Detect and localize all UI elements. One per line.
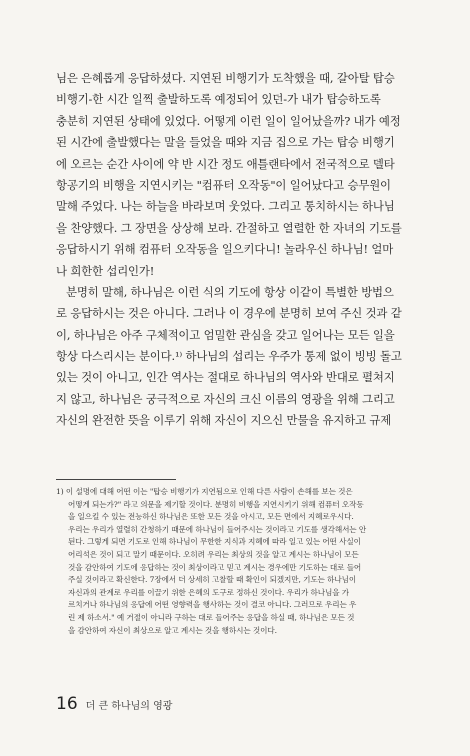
footnote-line: 우리는 우리가 열렬히 간청하기 때문에 하나님이 들어주시는 것이라고 기도를 생각해서는 안: [68, 524, 367, 534]
body-line: 항상 다스리시는 분이다.¹⁾ 하나님의 섭리는 우주가 통제 없이 빙빙 돌고: [56, 349, 402, 364]
footnote-line: 자신과의 관계로 우리를 이끌기 위한 은혜의 도구로 정하신 것이다. 우리가 하나님을 가: [68, 587, 350, 597]
body-line: 자신의 완전한 뜻을 이루기 위해 자신이 지으신 만물을 유지하고 규제: [56, 413, 392, 428]
body-line: 있는 것이 아니고, 인간 역사는 절대로 하나님의 역사와 반대로 펼쳐지: [56, 370, 395, 385]
footnote-line: 을 일으킬 수 있는 전능하신 하나님은 또한 모든 것을 아시고, 모든 면에서 지혜로우시다.: [68, 512, 354, 522]
body-line: 을 찬양했다. 그 장면을 상상해 보라. 간절하고 열렬한 한 자녀의 기도를: [56, 220, 402, 235]
body-line: 로 응답하시는 것은 아니다. 그러나 이 경우에 분명히 보여 주신 것과 같: [56, 306, 402, 321]
page-number: 16: [56, 694, 78, 714]
footnote-line: 린 제 하소서." 예 거절이 아니라 구하는 대로 들어주는 응답을 하실 때, 하나님은 모든 것: [68, 612, 355, 622]
body-line: 분명히 말해, 하나님은 이런 식의 기도에 항상 이같이 특별한 방법으: [66, 284, 394, 299]
body-line: 응답하시기 위해 컴퓨터 오작동을 일으키다니! 놀라우신 하나님! 얼마: [56, 242, 394, 257]
footnote-line: 주실 것이라고 확신한다. 7장에서 더 상세히 고찰할 때 확인이 되겠지만, 기도는 하나님이: [68, 575, 357, 585]
footnote-line: 1) 이 설명에 대해 어떤 이는 "탑승 비행기가 지연됨으로 인해 다른 사람이 손해를 보는 것은: [56, 487, 353, 496]
body-line: 님은 은혜롭게 응답하셨다. 지연된 비행기가 도착했을 때, 갈아탈 탑승: [56, 71, 395, 85]
body-line: 이, 하나님은 아주 구체적이고 엄밀한 관심을 갖고 일어나는 모든 일을: [56, 327, 395, 342]
footnote-line: 것을 감안하여 기도에 응답하는 것이 최상이라고 믿고 계시는 경우에만 기도하는 대로 들어: [68, 562, 362, 572]
body-line: 된 시간에 출발했다는 말을 들었을 때와 지금 집으로 가는 탑승 비행기: [56, 135, 395, 150]
body-line: 충분히 지연된 상태에 있었다. 어떻게 이런 일이 일어났을까? 내가 예정: [56, 113, 401, 128]
body-line: 비행기-한 시간 일찍 출발하도록 예정되어 있던-가 내가 탑승하도록: [56, 92, 381, 107]
footnotes: [56, 486, 416, 637]
footnote-line: 르치거나 하나님의 응답에 어떤 영향력을 행사하는 것이 결코 아니다. 그러므로 우리는 우: [68, 600, 357, 610]
body-line: 지 않고, 하나님은 궁극적으로 자신의 크신 이름의 영광을 위해 그리고: [56, 391, 395, 406]
page-footer: [56, 694, 172, 722]
body-line: 말해 주었다. 나는 하늘을 바라보며 웃었다. 그리고 통치하시는 하나님: [56, 199, 395, 214]
footnote-divider: [56, 479, 176, 480]
footnote-line: 어리석은 것이 되고 말기 때문이다. 오히려 우리는 최상의 것을 알고 계시는 하나님이 모든: [68, 549, 359, 559]
body-line: 항공기의 비행을 지연시키는 "컴퓨터 오작동"이 일어났다고 승무원이: [56, 177, 391, 192]
body-line: 나 희한한 섭리인가!: [56, 263, 155, 278]
footnote-line: 을 감안하여 자신이 최상으로 알고 계시는 것을 행하시는 것이다.: [68, 625, 277, 635]
footnote-line: 된다. 그렇게 되면 기도로 인해 하나님이 무한한 지식과 지혜에 따라 일고 있는 어떤 사실이: [68, 537, 361, 547]
footnote-line: 어떻게 되는가?" 라고 의문을 제기할 것이다. 분명히 비행을 지연시키기 위해 컴퓨터 오작동: [68, 499, 364, 509]
body-line: 에 오르는 순간 사이에 약 반 시간 정도 애틀랜타에서 전국적으로 델타: [56, 156, 395, 171]
body-text: [56, 68, 416, 432]
running-title: 더 큰 하나님의 영광: [85, 701, 173, 712]
